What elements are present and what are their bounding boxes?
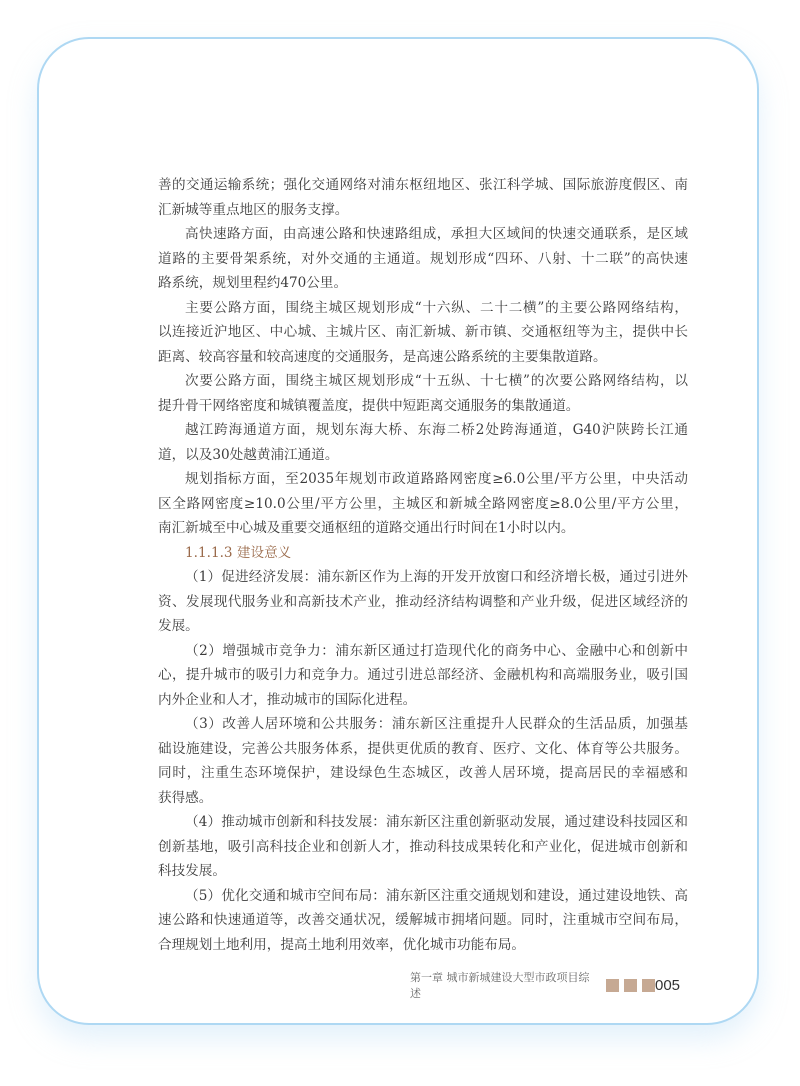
text-line: 道，以及30处越黄浦江通道。: [158, 446, 339, 463]
text-line: 道路的主要骨架系统，对外交通的主通道。规划形成“四环、八射、十二联”的高快速: [158, 250, 688, 267]
text-line: 善的交通运输系统；强化交通网络对浦东枢纽地区、张江科学城、国际旅游度假区、南: [158, 177, 688, 193]
seal-icon: [606, 979, 619, 992]
seal-icon: [624, 979, 637, 992]
text-line: 南汇新城至中心城及重要交通枢纽的道路交通出行时间在1小时以内。: [158, 520, 575, 536]
text-line: 汇新城等重点地区的服务支撑。: [158, 201, 349, 218]
text-line: 内外企业和人才，推动城市的国际化进程。: [158, 691, 417, 708]
text-line: 越江跨海通道方面，规划东海大桥、东海二桥2处跨海通道，G40沪陕跨长江通: [185, 422, 688, 438]
paragraph: [158, 418, 688, 467]
text-line: 同时，注重生态环境保护，建设绿色生态城区，改善人居环境，提高居民的幸福感和: [158, 765, 688, 781]
text-line: 心，提升城市的吸引力和竞争力。通过引进总部经济、金融机构和高端服务业，吸引国: [158, 667, 688, 683]
text-line: （3）改善人居环境和公共服务：浦东新区注重提升人民群众的生活品质，加强基: [185, 716, 688, 732]
page-body: [158, 173, 688, 957]
text-line: 获得感。: [158, 789, 213, 806]
paragraph: [158, 884, 688, 958]
paragraph: [158, 467, 688, 541]
text-line: 高快速路方面，由高速公路和快速路组成，承担大区域间的快速交通联系，是区域: [185, 226, 688, 242]
paragraph: [158, 173, 688, 222]
paragraph: [158, 222, 688, 296]
page-footer: [410, 971, 681, 1000]
text-line: 科技发展。: [158, 863, 226, 879]
text-line: 次要公路方面，围绕主城区规划形成“十五纵、十七横”的次要公路网络结构，以: [185, 373, 688, 389]
text-line: 路系统，规划里程约470公里。: [158, 275, 348, 291]
paragraph: [158, 369, 688, 418]
paragraph: [158, 565, 688, 639]
text-line: 创新基地，吸引高科技企业和创新人才，推动科技成果转化和产业化，促进城市创新和: [158, 838, 688, 855]
text-line: 提升骨干网络密度和城镇覆盖度，提供中短距离交通服务的集散通道。: [158, 397, 580, 414]
text-line: 资、发展现代服务业和高新技术产业，推动经济结构调整和产业升级，促进区域经济的: [158, 593, 688, 610]
paragraph: [158, 296, 688, 370]
text-line: 发展。: [158, 618, 199, 634]
text-line: 合理规划土地利用，提高土地利用效率，优化城市功能布局。: [158, 936, 526, 953]
text-line: 规划指标方面，至2035年规划市政道路路网密度≥6.0公里/平方公里，中央活动: [185, 471, 688, 487]
text-line: 主要公路方面，围绕主城区规划形成“十六纵、二十二横”的主要公路网络结构，: [185, 299, 688, 316]
section-heading: 1.1.1.3 建设意义: [185, 544, 292, 561]
text-line: （1）促进经济发展：浦东新区作为上海的开发开放窗口和经济增长极，通过引进外: [185, 569, 688, 585]
text-line: 础设施建设，完善公共服务体系，提供更优质的教育、医疗、文化、体育等公共服务。: [158, 740, 688, 757]
text-line: 速公路和快速通道等，改善交通状况，缓解城市拥堵问题。同时，注重城市空间布局，: [158, 912, 688, 928]
text-line: （4）推动城市创新和科技发展：浦东新区注重创新驱动发展，通过建设科技园区和: [185, 814, 688, 830]
text-line: 以连接近沪地区、中心城、主城片区、南汇新城、新市镇、交通枢纽等为主，提供中长: [158, 324, 688, 340]
page-number: 005: [654, 976, 681, 994]
seal-icon: [642, 979, 655, 992]
paragraph: [158, 712, 688, 810]
chapter-title: 第一章 城市新城建设大型市政项目综述: [410, 971, 590, 1000]
text-line: 区全路网密度≥10.0公里/平方公里，主城区和新城全路网密度≥8.0公里/平方公里，: [158, 495, 688, 512]
text-line: 距离、较高容量和较高速度的交通服务，是高速公路系统的主要集散道路。: [158, 348, 607, 365]
text-line: （5）优化交通和城市空间布局：浦东新区注重交通规划和建设，通过建设地铁、高: [185, 887, 688, 904]
paragraph: [158, 639, 688, 713]
paragraph: [158, 810, 688, 884]
text-line: （2）增强城市竞争力：浦东新区通过打造现代化的商务中心、金融中心和创新中: [185, 642, 688, 659]
